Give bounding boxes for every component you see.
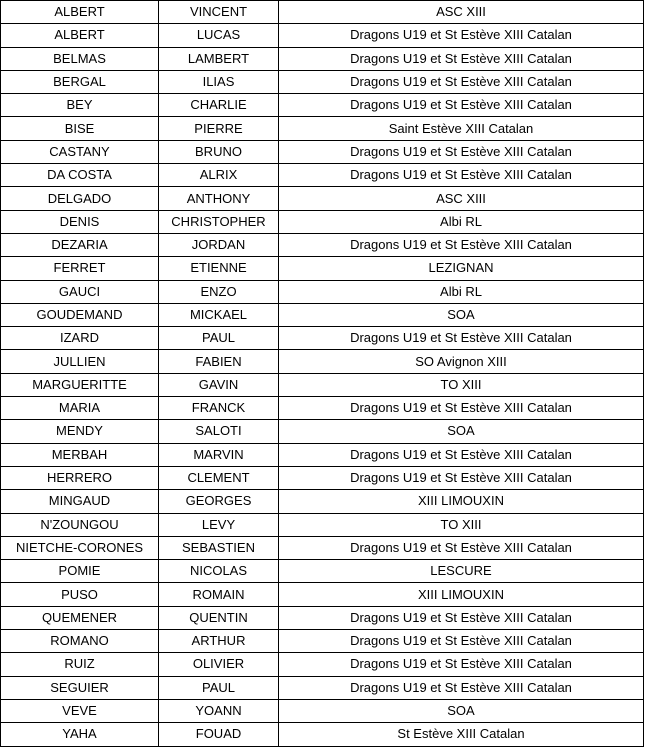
table-row: [1, 536, 644, 559]
last-name-cell: HERRERO: [1, 466, 159, 489]
first-name-cell: ROMAIN: [159, 583, 279, 606]
first-name-cell: YOANN: [159, 699, 279, 722]
last-name-cell: MARIA: [1, 397, 159, 420]
club-cell: TO XIII: [279, 373, 644, 396]
last-name-cell: BISE: [1, 117, 159, 140]
club-cell: ASC XIII: [279, 187, 644, 210]
last-name-cell: BEY: [1, 94, 159, 117]
club-cell: Dragons U19 et St Estève XIII Catalan: [279, 443, 644, 466]
first-name-cell: GEORGES: [159, 490, 279, 513]
table-row: [1, 164, 644, 187]
table-row: [1, 24, 644, 47]
club-cell: SOA: [279, 420, 644, 443]
last-name-cell: FERRET: [1, 257, 159, 280]
first-name-cell: SEBASTIEN: [159, 536, 279, 559]
club-cell: Dragons U19 et St Estève XIII Catalan: [279, 233, 644, 256]
table-row: [1, 47, 644, 70]
last-name-cell: DA COSTA: [1, 164, 159, 187]
table-row: [1, 117, 644, 140]
club-cell: Dragons U19 et St Estève XIII Catalan: [279, 653, 644, 676]
first-name-cell: CHARLIE: [159, 94, 279, 117]
club-cell: SOA: [279, 303, 644, 326]
last-name-cell: QUEMENER: [1, 606, 159, 629]
first-name-cell: CHRISTOPHER: [159, 210, 279, 233]
last-name-cell: GAUCI: [1, 280, 159, 303]
table-row: [1, 70, 644, 93]
table-row: [1, 373, 644, 396]
club-cell: Dragons U19 et St Estève XIII Catalan: [279, 70, 644, 93]
club-cell: SO Avignon XIII: [279, 350, 644, 373]
club-cell: Dragons U19 et St Estève XIII Catalan: [279, 327, 644, 350]
club-cell: Dragons U19 et St Estève XIII Catalan: [279, 676, 644, 699]
first-name-cell: JORDAN: [159, 233, 279, 256]
first-name-cell: LAMBERT: [159, 47, 279, 70]
table-row: [1, 676, 644, 699]
last-name-cell: DENIS: [1, 210, 159, 233]
club-cell: Dragons U19 et St Estève XIII Catalan: [279, 466, 644, 489]
last-name-cell: BERGAL: [1, 70, 159, 93]
last-name-cell: POMIE: [1, 560, 159, 583]
first-name-cell: FRANCK: [159, 397, 279, 420]
table-row: [1, 630, 644, 653]
table-row: [1, 350, 644, 373]
table-row: [1, 443, 644, 466]
club-cell: Dragons U19 et St Estève XIII Catalan: [279, 606, 644, 629]
club-cell: Dragons U19 et St Estève XIII Catalan: [279, 24, 644, 47]
first-name-cell: PAUL: [159, 327, 279, 350]
table-row: [1, 94, 644, 117]
first-name-cell: ARTHUR: [159, 630, 279, 653]
first-name-cell: PAUL: [159, 676, 279, 699]
club-cell: ASC XIII: [279, 1, 644, 24]
table-row: [1, 699, 644, 722]
last-name-cell: RUIZ: [1, 653, 159, 676]
last-name-cell: DEZARIA: [1, 233, 159, 256]
first-name-cell: ILIAS: [159, 70, 279, 93]
club-cell: Dragons U19 et St Estève XIII Catalan: [279, 536, 644, 559]
table-row: [1, 280, 644, 303]
club-cell: Saint Estève XIII Catalan: [279, 117, 644, 140]
last-name-cell: BELMAS: [1, 47, 159, 70]
table-row: [1, 653, 644, 676]
club-cell: Dragons U19 et St Estève XIII Catalan: [279, 397, 644, 420]
last-name-cell: MARGUERITTE: [1, 373, 159, 396]
table-row: [1, 466, 644, 489]
table-row: [1, 513, 644, 536]
last-name-cell: PUSO: [1, 583, 159, 606]
first-name-cell: BRUNO: [159, 140, 279, 163]
club-cell: Dragons U19 et St Estève XIII Catalan: [279, 94, 644, 117]
last-name-cell: GOUDEMAND: [1, 303, 159, 326]
club-cell: Albi RL: [279, 210, 644, 233]
table-row: [1, 210, 644, 233]
club-cell: Dragons U19 et St Estève XIII Catalan: [279, 140, 644, 163]
first-name-cell: CLEMENT: [159, 466, 279, 489]
table-row: [1, 420, 644, 443]
table-row: [1, 560, 644, 583]
club-cell: Dragons U19 et St Estève XIII Catalan: [279, 630, 644, 653]
first-name-cell: GAVIN: [159, 373, 279, 396]
first-name-cell: FABIEN: [159, 350, 279, 373]
first-name-cell: FOUAD: [159, 723, 279, 746]
club-cell: XIII LIMOUXIN: [279, 583, 644, 606]
first-name-cell: MICKAEL: [159, 303, 279, 326]
last-name-cell: YAHA: [1, 723, 159, 746]
roster-body: [1, 1, 644, 747]
first-name-cell: LUCAS: [159, 24, 279, 47]
club-cell: Dragons U19 et St Estève XIII Catalan: [279, 47, 644, 70]
table-row: [1, 583, 644, 606]
club-cell: XIII LIMOUXIN: [279, 490, 644, 513]
first-name-cell: OLIVIER: [159, 653, 279, 676]
last-name-cell: DELGADO: [1, 187, 159, 210]
first-name-cell: QUENTIN: [159, 606, 279, 629]
first-name-cell: MARVIN: [159, 443, 279, 466]
first-name-cell: LEVY: [159, 513, 279, 536]
club-cell: Dragons U19 et St Estève XIII Catalan: [279, 164, 644, 187]
table-row: [1, 187, 644, 210]
first-name-cell: ANTHONY: [159, 187, 279, 210]
club-cell: LESCURE: [279, 560, 644, 583]
first-name-cell: ETIENNE: [159, 257, 279, 280]
table-row: [1, 303, 644, 326]
last-name-cell: ALBERT: [1, 24, 159, 47]
table-row: [1, 606, 644, 629]
club-cell: St Estève XIII Catalan: [279, 723, 644, 746]
last-name-cell: CASTANY: [1, 140, 159, 163]
last-name-cell: SEGUIER: [1, 676, 159, 699]
last-name-cell: JULLIEN: [1, 350, 159, 373]
last-name-cell: MERBAH: [1, 443, 159, 466]
last-name-cell: ROMANO: [1, 630, 159, 653]
first-name-cell: ENZO: [159, 280, 279, 303]
first-name-cell: VINCENT: [159, 1, 279, 24]
last-name-cell: MENDY: [1, 420, 159, 443]
table-row: [1, 327, 644, 350]
last-name-cell: ALBERT: [1, 1, 159, 24]
table-row: [1, 257, 644, 280]
first-name-cell: ALRIX: [159, 164, 279, 187]
last-name-cell: IZARD: [1, 327, 159, 350]
table-row: [1, 233, 644, 256]
club-cell: LEZIGNAN: [279, 257, 644, 280]
first-name-cell: SALOTI: [159, 420, 279, 443]
club-cell: TO XIII: [279, 513, 644, 536]
last-name-cell: MINGAUD: [1, 490, 159, 513]
table-row: [1, 397, 644, 420]
table-row: [1, 723, 644, 746]
last-name-cell: NIETCHE-CORONES: [1, 536, 159, 559]
table-row: [1, 140, 644, 163]
table-row: [1, 490, 644, 513]
last-name-cell: VEVE: [1, 699, 159, 722]
first-name-cell: NICOLAS: [159, 560, 279, 583]
last-name-cell: N'ZOUNGOU: [1, 513, 159, 536]
club-cell: Albi RL: [279, 280, 644, 303]
table-row: [1, 1, 644, 24]
first-name-cell: PIERRE: [159, 117, 279, 140]
club-cell: SOA: [279, 699, 644, 722]
